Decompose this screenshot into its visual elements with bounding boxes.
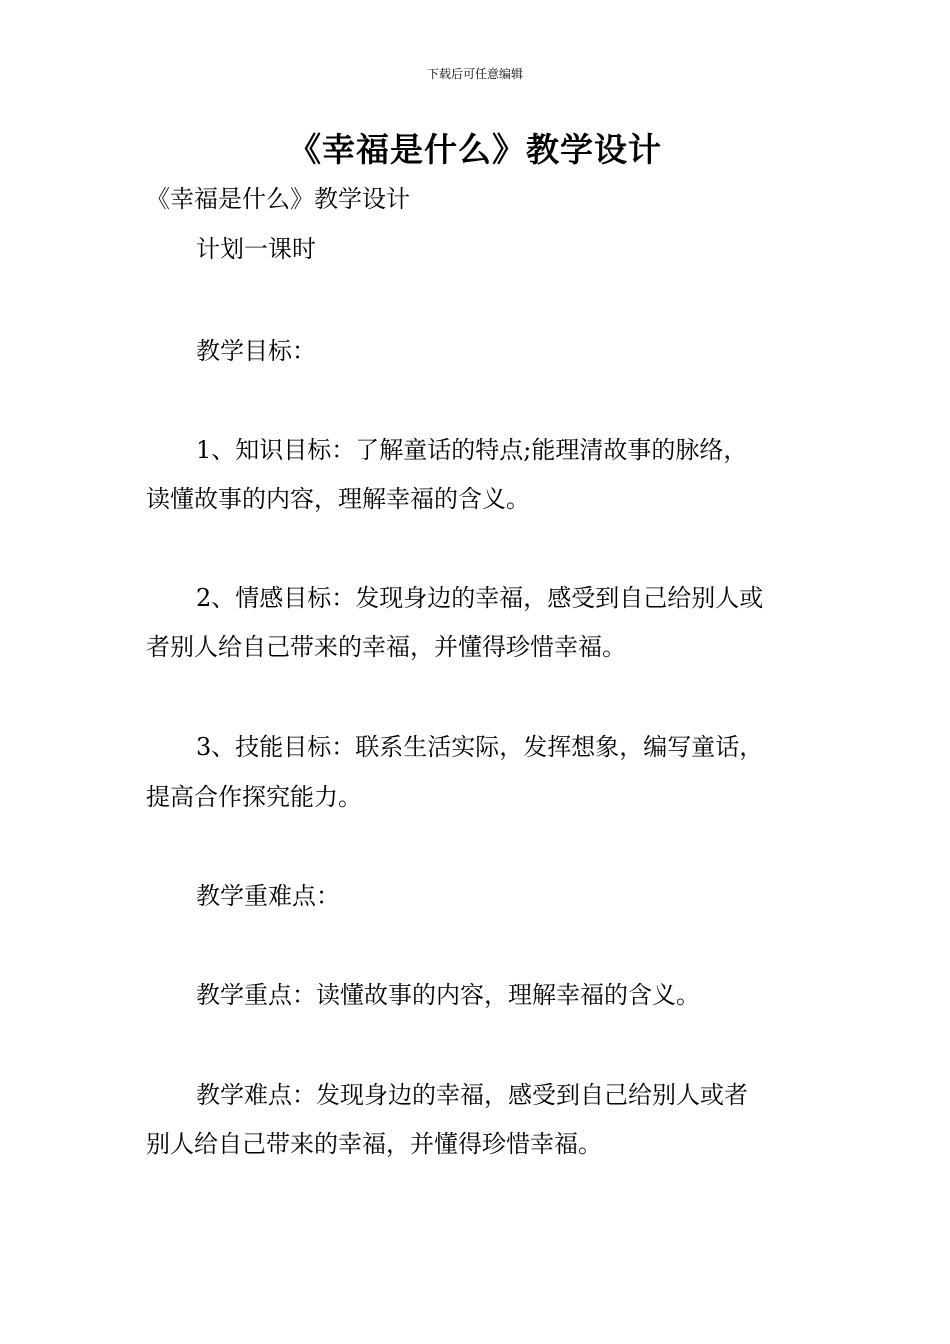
difficulty-line-1: 教学难点：发现身边的幸福，感受到自己给别人或者 bbox=[196, 1081, 748, 1109]
document-title: 《幸福是什么》教学设计 bbox=[288, 130, 662, 169]
objective-1-line-2: 读懂故事的内容，理解幸福的含义。 bbox=[146, 485, 530, 513]
objective-2-line-1: 2、情感目标：发现身边的幸福，感受到自己给别人或 bbox=[196, 584, 764, 612]
page-header-note: 下载后可任意编辑 bbox=[426, 67, 523, 81]
key-points-heading: 教学重难点： bbox=[196, 882, 340, 910]
objective-3-line-1: 3、技能目标：联系生活实际，发挥想象，编写童话， bbox=[196, 733, 764, 761]
difficulty-line-2: 别人给自己带来的幸福，并懂得珍惜幸福。 bbox=[146, 1130, 602, 1158]
key-point-text: 教学重点：读懂故事的内容，理解幸福的含义。 bbox=[196, 981, 700, 1009]
objectives-heading: 教学目标： bbox=[196, 337, 316, 365]
document-subtitle: 《幸福是什么》教学设计 bbox=[146, 185, 410, 213]
lesson-plan-duration: 计划一课时 bbox=[196, 235, 316, 263]
objective-2-line-2: 者别人给自己带来的幸福，并懂得珍惜幸福。 bbox=[146, 633, 626, 661]
objective-1-line-1: 1、知识目标：了解童话的特点;能理清故事的脉络， bbox=[196, 436, 748, 464]
objective-3-line-2: 提高合作探究能力。 bbox=[146, 783, 362, 811]
